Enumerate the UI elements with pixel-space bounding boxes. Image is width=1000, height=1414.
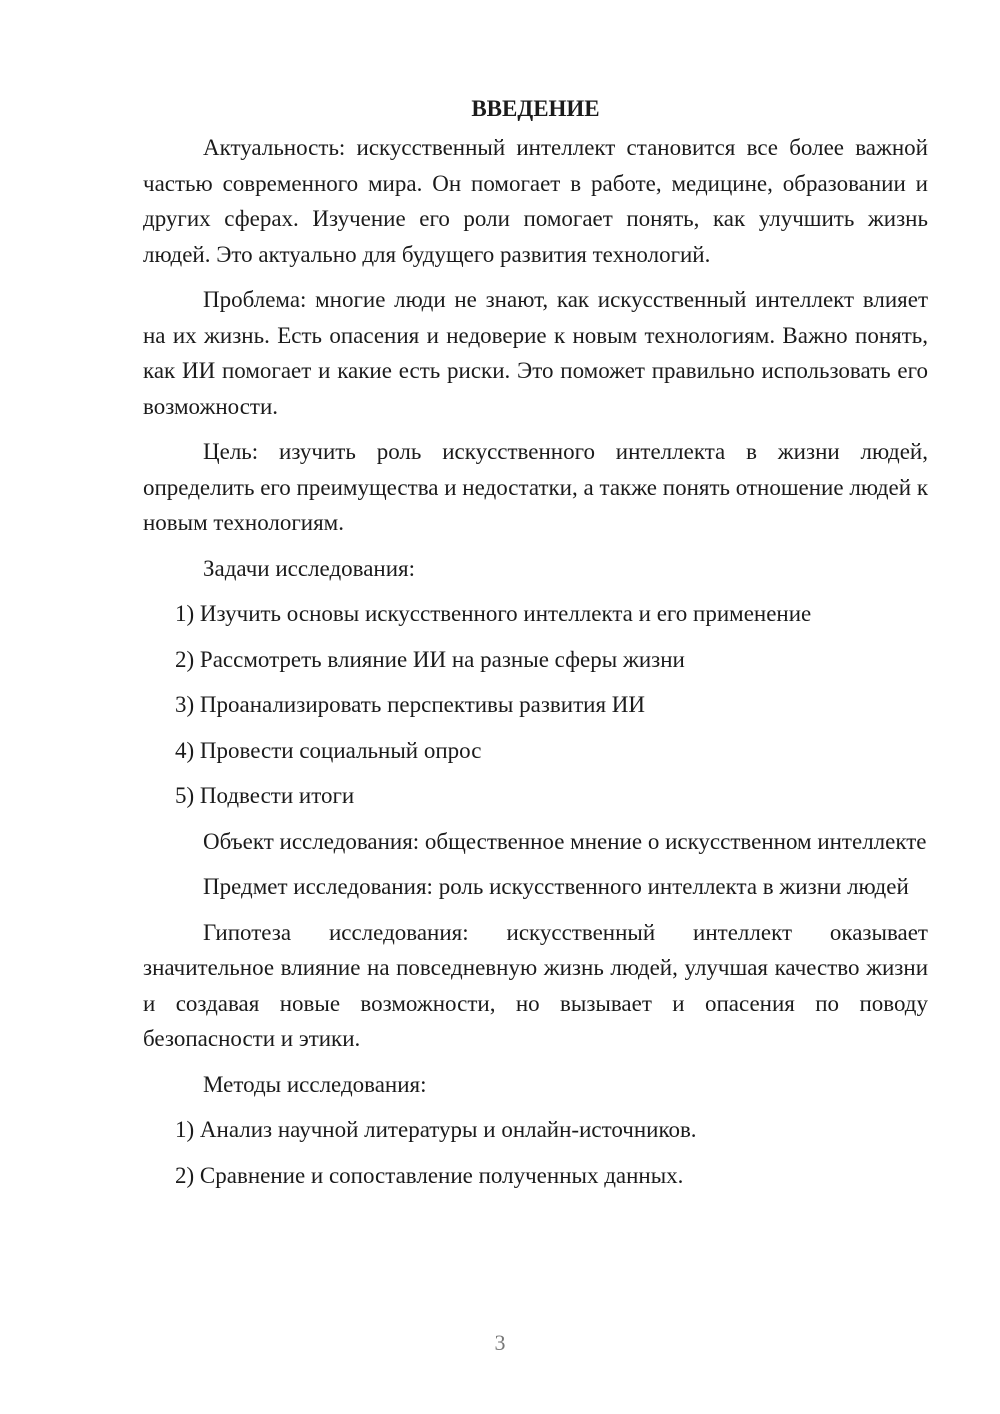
tasks-heading: Задачи исследования: [203, 555, 416, 581]
subject-paragraph: Предмет исследования: роль искусственного интеллекта в жизни людей [203, 874, 909, 899]
goal-paragraph: Цель: изучить роль искусственного интеллекта в жизни людей, определить его преимущества и недостатки, а также понять отношение людей к новым технологиям. [143, 439, 928, 535]
list-item: 5) Подвести итоги [175, 783, 355, 808]
object-paragraph: Объект исследования: общественное мнение о искусственном интеллекте [203, 828, 927, 854]
page-title: ВВЕДЕНИЕ [471, 96, 600, 121]
list-item: 2) Рассмотреть влияние ИИ на разные сферы жизни [175, 646, 685, 672]
list-item: 3) Проанализировать перспективы развития ИИ [175, 692, 645, 717]
document-page [143, 92, 928, 1203]
tasks-list [143, 596, 928, 814]
list-item: 4) Провести социальный опрос [175, 737, 482, 763]
page-number: 3 [494, 1330, 506, 1355]
list-item: 1) Анализ научной литературы и онлайн-источников. [175, 1117, 697, 1142]
methods-heading: Методы исследования: [203, 1071, 427, 1097]
problem-paragraph: Проблема: многие люди не знают, как искусственный интеллект влияет на их жизнь. Есть опасения и недоверие к новым технологиям. Важно понять, как ИИ помогает и какие есть риски. Это поможет правильно использовать его возможности. [143, 287, 928, 419]
hypothesis-paragraph: Гипотеза исследования: искусственный интеллект оказывает значительное влияние на повседневную жизнь людей, улучшая качество жизни и создавая новые возможности, но вызывает и опасения по поводу безопасности и этики. [143, 919, 928, 1051]
list-item: 2) Сравнение и сопоставление полученных данных. [175, 1162, 684, 1188]
relevance-paragraph: Актуальность: искусственный интеллект становится все более важной частью современного мира. Он помогает в работе, медицине, образовании и других сферах. Изучение его роли помогает понять, как улучшить жизнь людей. Это актуально для будущего развития технологий. [143, 135, 928, 267]
list-item: 1) Изучить основы искусственного интеллекта и его применение [175, 601, 812, 626]
methods-list [143, 1112, 928, 1193]
